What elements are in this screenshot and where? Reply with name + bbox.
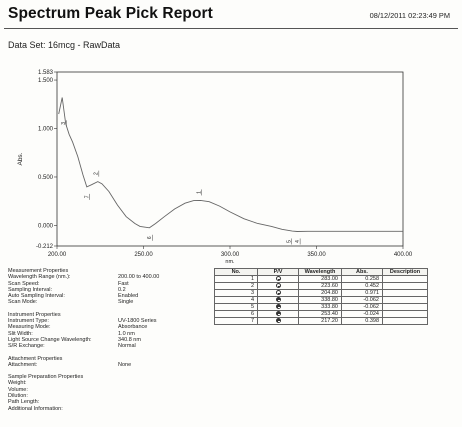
property-value: None <box>118 361 132 368</box>
property-key: Additional Information: <box>8 405 63 412</box>
cell-wavelength: 223.60 <box>299 283 342 290</box>
col-header-wavelength: Wavelength <box>299 269 342 276</box>
property-key: Sampling Interval: <box>8 286 53 293</box>
cell-no: 3 <box>215 290 258 297</box>
x-axis-label: nm. <box>225 259 235 265</box>
cell-description <box>383 276 428 283</box>
dataset-label: Data Set: 16mcg - RawData <box>8 40 121 50</box>
property-value: Normal <box>118 343 136 350</box>
cell-no: 6 <box>215 311 258 318</box>
peak-table-row <box>215 290 428 297</box>
y-tick-label: 0.500 <box>37 174 53 181</box>
cell-no: 2 <box>215 283 258 290</box>
cell-pv <box>258 283 299 290</box>
cell-wavelength: 338.80 <box>299 297 342 304</box>
cell-abs: 0.452 <box>342 283 383 290</box>
cell-abs: 0.398 <box>342 318 383 325</box>
property-key: Weight: <box>8 380 27 387</box>
peak-table-row <box>215 304 428 311</box>
title-divider <box>4 28 458 29</box>
property-key: Volume: <box>8 386 28 393</box>
cell-description <box>383 311 428 318</box>
sample-properties-heading: Sample Preparation Properties <box>8 374 84 381</box>
col-header-abs: Abs. <box>342 269 383 276</box>
x-tick-label: 350.00 <box>307 252 326 258</box>
x-tick-label: 250.00 <box>134 252 153 258</box>
measurement-properties-heading: Measurement Properties <box>8 268 69 274</box>
property-row <box>8 406 208 412</box>
property-key: Wavelength Range (nm.): <box>8 274 71 281</box>
y-tick-label: 1.583 <box>37 70 53 76</box>
property-key: Instrument Type: <box>8 318 49 325</box>
property-key: S/R Exchange: <box>8 343 45 350</box>
property-value: 0.2 <box>118 286 126 293</box>
cell-no: 4 <box>215 297 258 304</box>
valley-icon <box>276 297 281 302</box>
measurement-properties <box>8 274 208 305</box>
cell-abs: 0.971 <box>342 290 383 297</box>
property-key: Scan Speed: <box>8 280 40 287</box>
x-tick-label: 400.00 <box>393 252 413 258</box>
cell-wavelength: 253.40 <box>299 311 342 318</box>
cell-no: 5 <box>215 304 258 311</box>
col-header-pv: P/V <box>258 269 299 276</box>
valley-icon <box>276 304 281 309</box>
property-key: Auto Sampling Interval: <box>8 293 65 300</box>
instrument-properties-heading: Instrument Properties <box>8 311 61 318</box>
property-key: Attachment: <box>8 361 38 368</box>
col-header-no: No. <box>215 269 258 276</box>
attachment-properties-heading: Attachment Properties <box>8 355 63 362</box>
peak-label: 2 <box>93 172 100 176</box>
cell-no: 7 <box>215 318 258 325</box>
property-key: Slit Width: <box>8 330 33 337</box>
peak-table-row <box>215 311 428 318</box>
cell-abs: 0.258 <box>342 276 383 283</box>
cell-pv <box>258 311 299 318</box>
property-key: Light Source Change Wavelength: <box>8 336 92 343</box>
absorbance-spectrum-chart <box>0 62 462 272</box>
peak-table-row <box>215 318 428 325</box>
cell-pv <box>258 318 299 325</box>
y-tick-label: 1.000 <box>37 126 53 133</box>
peak-table-row <box>215 276 428 283</box>
valley-icon <box>276 311 281 316</box>
property-value: Absorbance <box>118 324 148 331</box>
cell-wavelength: 283.00 <box>299 276 342 283</box>
property-value: 200.00 to 400.00 <box>118 274 160 281</box>
report-title: Spectrum Peak Pick Report <box>8 5 213 22</box>
cell-abs: -0.062 <box>342 297 383 304</box>
peak-icon <box>276 276 281 281</box>
property-key: Path Length: <box>8 399 40 406</box>
peak-label: 3 <box>61 121 68 125</box>
spectrum-line <box>59 98 403 232</box>
y-axis-label: Abs. <box>17 152 24 166</box>
property-value: Single <box>118 299 134 306</box>
cell-wavelength: 204.80 <box>299 290 342 297</box>
cell-wavelength: 217.20 <box>299 318 342 325</box>
col-header-description: Description <box>383 269 428 276</box>
cell-no: 1 <box>215 276 258 283</box>
cell-wavelength: 333.80 <box>299 304 342 311</box>
cell-pv <box>258 297 299 304</box>
property-value: 1.0 nm <box>118 330 135 337</box>
property-value: Fast <box>118 280 129 287</box>
x-tick-label: 300.00 <box>220 252 240 258</box>
cell-pv <box>258 290 299 297</box>
cell-abs: -0.024 <box>342 311 383 318</box>
y-tick-label: -0.212 <box>35 244 53 250</box>
x-tick-label: 200.00 <box>47 252 67 258</box>
cell-description <box>383 283 428 290</box>
property-key: Measuring Mode: <box>8 324 51 331</box>
instrument-properties <box>8 318 208 349</box>
cell-description <box>383 318 428 325</box>
peak-icon <box>276 283 281 288</box>
property-value: Enabled <box>118 293 139 300</box>
cell-description <box>383 290 428 297</box>
peak-icon <box>276 290 281 295</box>
peak-table-row <box>215 297 428 304</box>
cell-pv <box>258 276 299 283</box>
property-value: 340.8 nm <box>118 336 141 343</box>
cell-description <box>383 304 428 311</box>
peak-label: 5 <box>286 240 293 243</box>
peak-table <box>214 268 428 325</box>
peak-label: 6 <box>147 236 154 240</box>
peak-label: 4 <box>294 240 301 243</box>
valley-icon <box>276 318 281 323</box>
property-key: Dilution: <box>8 393 28 400</box>
cell-description <box>383 297 428 304</box>
property-key: Scan Mode: <box>8 299 38 306</box>
peak-table-header-row <box>215 269 428 276</box>
y-tick-label: 0.000 <box>37 223 53 230</box>
peak-table-row <box>215 283 428 290</box>
report-datetime: 08/12/2011 02:23:49 PM <box>369 11 450 20</box>
plot-frame <box>57 72 403 246</box>
peak-label: 7 <box>84 195 91 199</box>
properties-panel <box>8 268 208 412</box>
sample-properties <box>8 380 208 411</box>
y-tick-label: 1.500 <box>37 78 53 85</box>
peak-label: 1 <box>196 191 203 194</box>
property-value: UV-1800 Series <box>118 318 157 325</box>
cell-pv <box>258 304 299 311</box>
cell-abs: -0.062 <box>342 304 383 311</box>
